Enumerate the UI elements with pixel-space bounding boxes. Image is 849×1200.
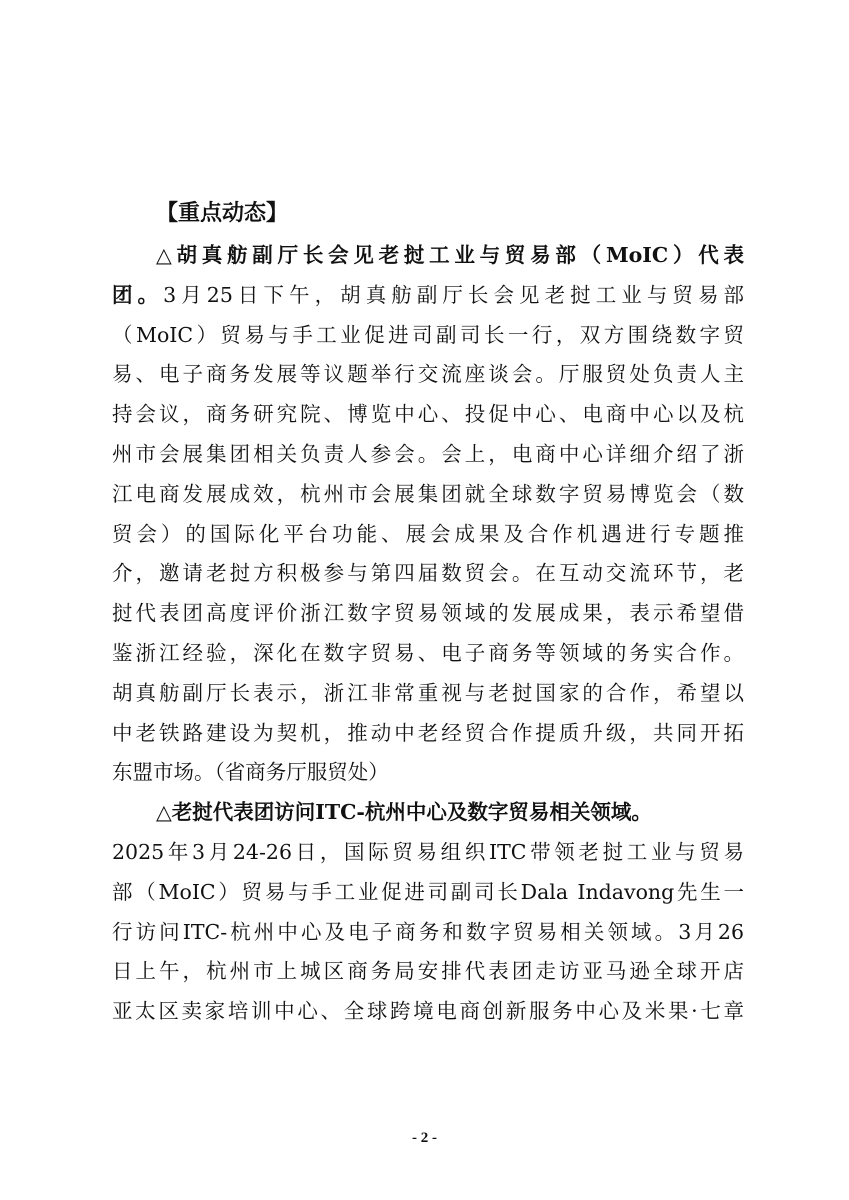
paragraph-title: 团。 xyxy=(112,282,164,307)
line-text: 介，邀请老挝方积极参与第四届数贸会。在互动交流环节，老 xyxy=(112,561,744,586)
paragraph-line xyxy=(112,515,744,555)
paragraph-line xyxy=(112,674,744,714)
paragraph-line xyxy=(112,913,744,953)
paragraph-line xyxy=(112,793,744,833)
paragraph-line xyxy=(112,833,744,873)
paragraph-line xyxy=(112,435,744,475)
line-text: 亚太区卖家培训中心、全球跨境电商创新服务中心及米果·七章 xyxy=(112,999,744,1024)
line-text: （MoIC）贸易与手工业促进司副司长一行，双方围绕数字贸 xyxy=(112,322,744,347)
paragraph-line xyxy=(112,395,744,435)
line-text: 贸会）的国际化平台功能、展会成果及合作机遇进行专题推 xyxy=(112,521,744,546)
line-text: 部（MoIC）贸易与手工业促进司副司长Dala Indavong先生一 xyxy=(112,879,744,904)
paragraph-line xyxy=(112,952,744,992)
page-number: - 2 - xyxy=(412,1130,437,1146)
paragraph-line xyxy=(112,873,744,913)
line-text: 2025年3月24-26日，国际贸易组织ITC带领老挝工业与贸易 xyxy=(112,839,744,864)
paragraph-line xyxy=(112,236,744,276)
line-text: 州市会展集团相关负责人参会。会上，电商中心详细介绍了浙 xyxy=(112,441,744,466)
paragraph-line xyxy=(112,714,744,754)
line-text: 3月25日下午，胡真舫副厅长会见老挝工业与贸易部 xyxy=(163,282,744,307)
paragraph-line xyxy=(112,316,744,356)
line-text: 胡真舫副厅长表示，浙江非常重视与老挝国家的合作，希望以 xyxy=(112,680,744,705)
line-text: 行访问ITC-杭州中心及电子商务和数字贸易相关领域。3月26 xyxy=(112,919,744,944)
paragraph-line xyxy=(112,753,744,793)
paragraph-line xyxy=(112,355,744,395)
line-text: 鉴浙江经验，深化在数字贸易、电子商务等领域的务实合作。 xyxy=(112,640,744,665)
paragraph-line xyxy=(112,992,744,1032)
paragraph-line xyxy=(112,475,744,515)
paragraph-title: △老挝代表团访问ITC-杭州中心及数字贸易相关领域。 xyxy=(156,800,652,825)
paragraph-title: △胡真舫副厅长会见老挝工业与贸易部（MoIC）代表 xyxy=(156,243,744,267)
paragraph-visit xyxy=(112,793,744,1032)
paragraph-line xyxy=(112,634,744,674)
paragraph-line xyxy=(112,554,744,594)
line-text: 日上午，杭州市上城区商务局安排代表团走访亚马逊全球开店 xyxy=(112,959,744,984)
line-text: 挝代表团高度评价浙江数字贸易领域的发展成果，表示希望借 xyxy=(112,601,744,626)
line-text: 东盟市场。（省商务厅服贸处） xyxy=(112,760,389,785)
paragraph-line xyxy=(112,276,744,316)
line-text: 中老铁路建设为契机，推动中老经贸合作提质升级，共同开拓 xyxy=(112,720,744,745)
line-text: 持会议，商务研究院、博览中心、投促中心、电商中心以及杭 xyxy=(112,402,744,427)
page-content xyxy=(112,190,744,1032)
section-heading: 【重点动态】 xyxy=(156,200,289,226)
line-text: 江电商发展成效，杭州市会展集团就全球数字贸易博览会（数 xyxy=(112,481,744,506)
paragraph-line xyxy=(112,594,744,634)
paragraph-meeting xyxy=(112,236,744,793)
line-text: 易、电子商务发展等议题举行交流座谈会。厅服贸处负责人主 xyxy=(112,362,744,387)
